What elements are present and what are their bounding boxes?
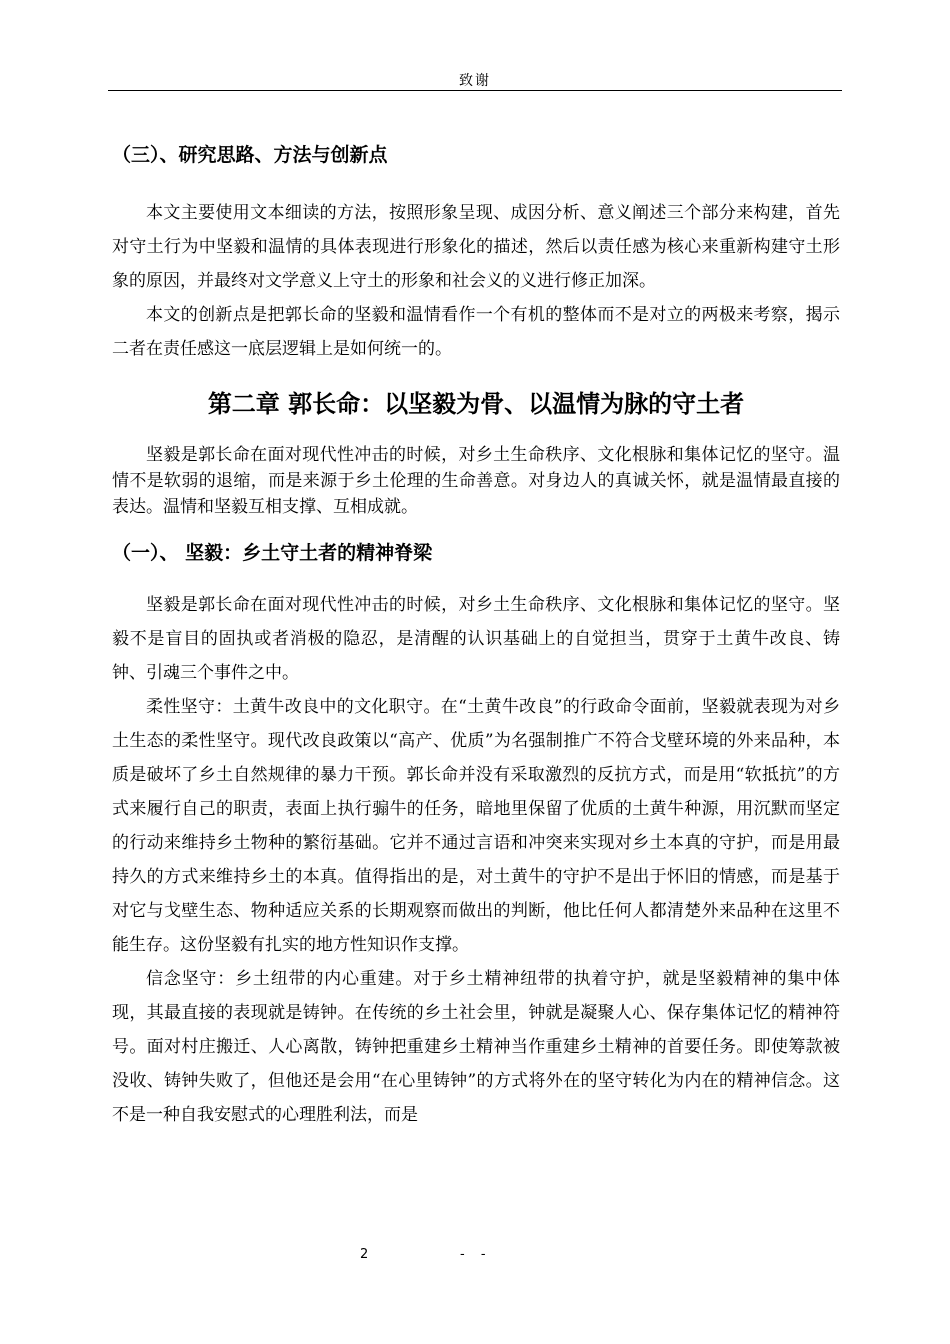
paragraph: 坚毅是郭长命在面对现代性冲击的时候，对乡土生命秩序、文化根脉和集体记忆的坚守。坚毅不是盲目的固执或者消极的隐忍，是清醒的认识基础上的自觉担当，贯穿于土黄牛改良、铸钟、引魂三个事件之中。 — [112, 595, 840, 683]
section-heading-3: （三）、研究思路、方法与创新点 — [112, 144, 388, 166]
paragraph: 柔性坚守：土黄牛改良中的文化职守。在“土黄牛改良”的行政命令面前，坚毅就表现为对乡土生态的柔性坚守。现代改良政策以“高产、优质”为名强制推广不符合戈壁环境的外来品种，本质是破坏了乡土自然规律的暴力干预。郭长命并没有采取激烈的反抗方式，而是用“软抵抗”的方式来履行自己的职责，表面上执行骟牛的任务，暗地里保留了优质的土黄牛种源，用沉默而坚定的行动来维持乡土物种的繁衍基础。它并不通过言语和冲突来实现对乡土本真的守护，而是用最持久的方式来维持乡土的本真。值得指出的是，对土黄牛的守护不是出于怀旧的情感，而是基于对它与戈壁生态、物种适应关系的长期观察而做出的判断，他比任何人都清楚外来品种在这里不能生存。这份坚毅有扎实的地方性知识作支撑。 — [112, 697, 840, 955]
header-rule — [108, 90, 842, 91]
paragraph: 坚毅是郭长命在面对现代性冲击的时候，对乡土生命秩序、文化根脉和集体记忆的坚守。温情不是软弱的退缩，而是来源于乡土伦理的生命善意。对身边人的真诚关怀，就是温情最直接的表达。温情和坚毅互相支撑、互相成就。 — [112, 445, 840, 517]
paragraph: 信念坚守：乡土纽带的内心重建。对于乡土精神纽带的执着守护，就是坚毅精神的集中体现，其最直接的表现就是铸钟。在传统的乡土社会里，钟就是凝聚人心、保存集体记忆的精神符号。面对村庄搬迁、人心离散，铸钟把重建乡土精神当作重建乡土精神的首要任务。即使筹款被没收、铸钟失败了，但他还是会用“在心里铸钟”的方式将外在的坚守转化为内在的精神信念。这不是一种自我安慰式的心理胜利法，而是 — [112, 969, 840, 1125]
paragraph: 本文的创新点是把郭长命的坚毅和温情看作一个有机的整体而不是对立的两极来考察，揭示二者在责任感这一底层逻辑上是如何统一的。 — [112, 305, 840, 359]
page-content — [112, 140, 840, 1132]
paragraph: 本文主要使用文本细读的方法，按照形象呈现、成因分析、意义阐述三个部分来构建，首先对守土行为中坚毅和温情的具体表现进行形象化的描述，然后以责任感为核心来重新构建守土形象的原因，并最终对文学意义上守土的形象和社会义的义进行修正加深。 — [112, 203, 840, 291]
section-heading-1: （一）、 坚毅：乡土守土者的精神脊梁 — [112, 542, 433, 564]
chapter-title: 第二章 郭长命：以坚毅为骨、以温情为脉的守土者 — [207, 390, 745, 418]
page-number: 2 — [360, 1247, 369, 1262]
footer-dashes: - - — [460, 1247, 492, 1262]
running-header: 致谢 — [459, 73, 491, 89]
